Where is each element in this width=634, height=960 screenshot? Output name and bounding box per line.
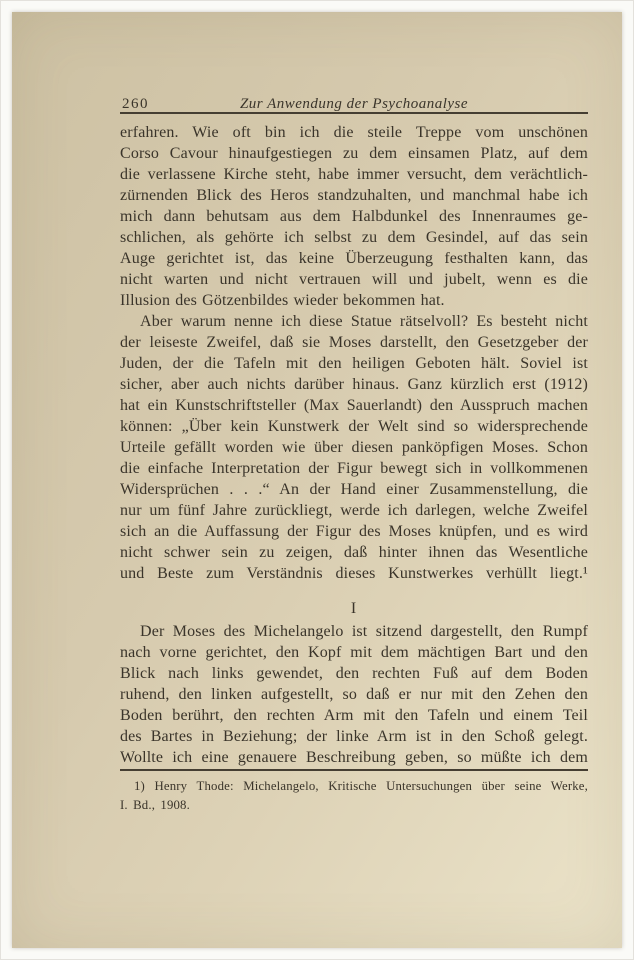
text-line: I. Bd., 1908. [120,798,190,812]
paragraph-1 [120,122,588,311]
page-header [120,96,588,114]
text-line: schlichen, als gehörte ich selbst zu dem Gesindel, auf das sein [120,229,588,246]
text-line: sicher, aber auch nichts darüber hinaus. Ganz kürzlich erst (1912) [120,376,588,393]
paragraph-3 [120,621,588,768]
text-line: die einfache Interpretation der Figur bewegt sich in vollkommenen [120,460,588,477]
text-line: nicht warten und nicht vertrauen will und jubelt, wenn es die [120,271,588,288]
text-line: Boden berührt, den rechten Arm mit den Tafeln und einem Teil [120,707,588,724]
footnote [120,777,588,815]
text-column [120,96,588,815]
running-title: Zur Anwendung der Psychoanalyse [239,96,469,112]
text-line: der leiseste Zweifel, daß sie Moses darstellt, den Gesetzgeber der [120,334,588,351]
text-line: mich dann behutsam aus dem Halbdunkel des Innenraumes ge- [120,208,588,225]
footnote-separator-rule [120,769,588,771]
text-line: nur um fünf Jahre zurückliegt, werde ich darlegen, welche Zweifel [120,502,588,519]
text-line: 1) Henry Thode: Michelangelo, Kritische Untersuchungen über seine Werke, [134,779,588,793]
text-line: können: „Über kein Kunstwerk der Welt sind so widersprechende [120,418,588,435]
text-line: und Beste zum Verständnis dieses Kunstwerkes verhüllt liegt.¹ [120,565,588,582]
text-line: Corso Cavour hinaufgestiegen zu dem einsamen Platz, auf dem [120,145,588,162]
text-line: Urteile gefällt worden wie über diesen panköpfigen Moses. Schon [120,439,588,456]
text-line: Illusion des Götzenbildes wieder bekommen hat. [120,292,445,309]
page-number: 260 [122,96,149,112]
text-line: Auge gerichtet ist, das keine Überzeugung festhalten kann, das [120,250,588,267]
text-line: hat ein Kunstschriftsteller (Max Sauerlandt) den Ausspruch machen [120,397,588,414]
text-line: Wollte ich eine genauere Beschreibung geben, so müßte ich dem [120,749,588,766]
text-line: des Bartes in Beziehung; der linke Arm ist in den Schoß gelegt. [120,728,588,745]
text-line: die verlassene Kirche steht, habe immer versucht, dem verächtlich- [120,166,588,183]
text-line: sich an die Auffassung der Figur des Moses knüpfen, und es wird [120,523,588,540]
text-line: ruhend, den linken aufgestellt, so daß er nur mit den Zehen den [120,686,588,703]
text-line: Aber warum nenne ich diese Statue rätselvoll? Es besteht nicht [140,313,588,330]
text-line: Juden, der die Tafeln mit den heiligen Geboten hält. Soviel ist [120,355,588,372]
paragraph-2 [120,311,588,584]
text-line: nicht schwer sein zu zeigen, daß hinter ihnen das Wesentliche [120,544,588,561]
text-line: nach vorne gerichtet, den Kopf mit dem mächtigen Bart und den [120,644,588,661]
text-line: Widersprüchen . . .“ An der Hand einer Zusammenstellung, die [120,481,588,498]
text-line: Blick nach links gewendet, den rechten Fuß auf dem Boden [120,665,588,682]
text-line: zürnenden Blick des Heros standzuhalten, und manchmal habe ich [120,187,588,204]
book-page [12,12,622,948]
text-line: Der Moses des Michelangelo ist sitzend dargestellt, den Rumpf [140,623,588,640]
section-heading: I [350,600,358,617]
text-line: erfahren. Wie oft bin ich die steile Treppe vom unschönen [120,124,588,141]
